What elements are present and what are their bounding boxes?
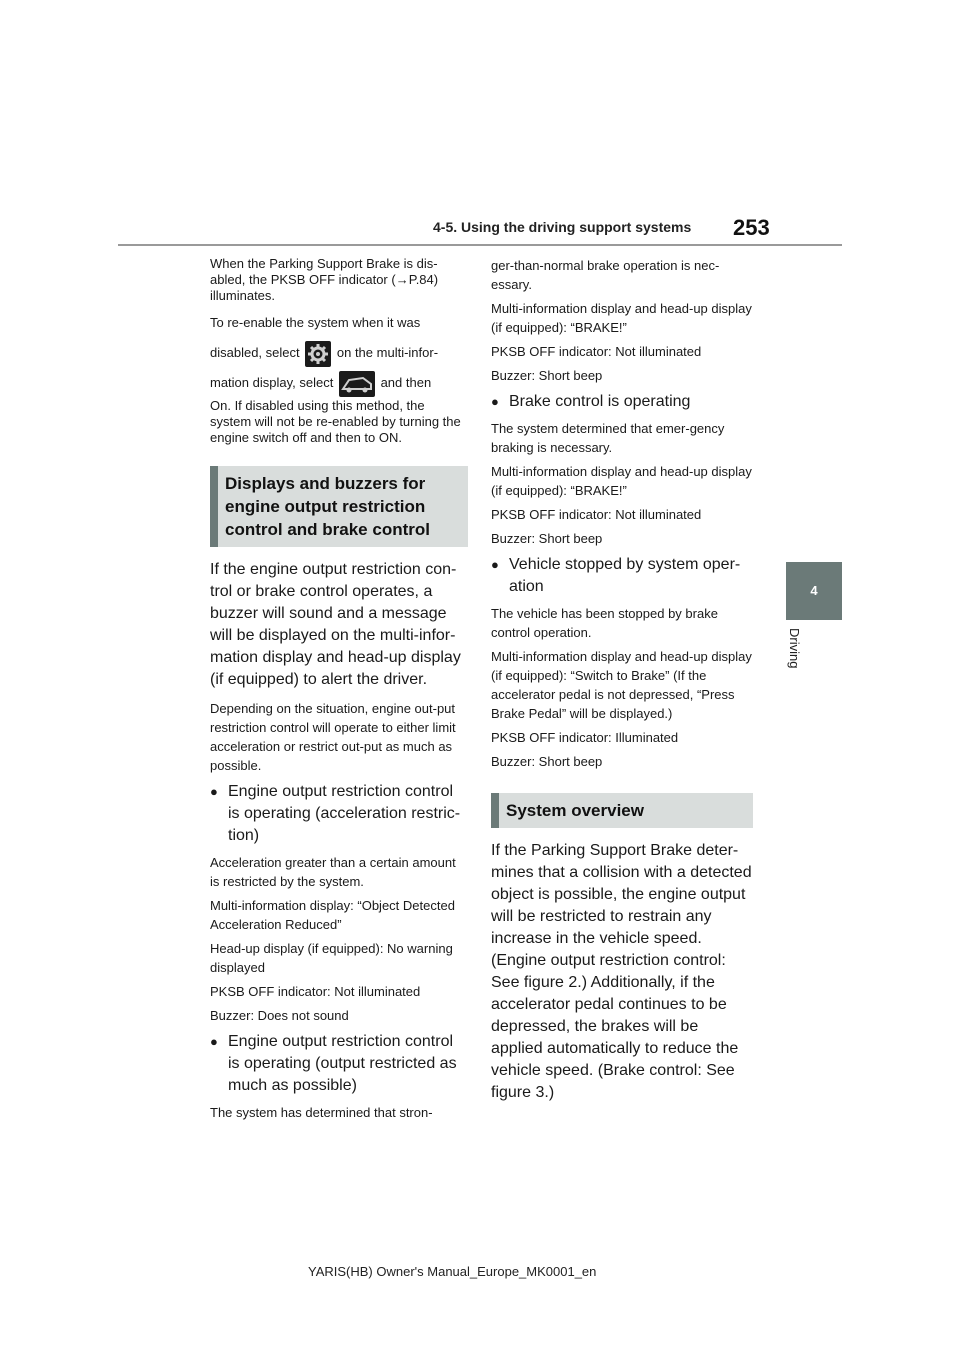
paragraph: The system determined that emer-gency braking is necessary.: [491, 421, 725, 455]
chapter-label-wrap: [786, 628, 806, 688]
paragraph: The vehicle has been stopped by brake control operation.: [491, 606, 718, 640]
paragraph: PKSB OFF indicator: Illuminated: [491, 730, 679, 745]
chapter-number: 4: [810, 583, 818, 598]
paragraph: Multi-information display: “Object Detected Acceleration Reduced”: [210, 898, 455, 932]
paragraph: If the Parking Support Brake deter-mines that a collision with a detected object is possible, the engine output will be restricted to restrain any increase in the vehicle speed. (Engine output restriction control: See figure 2.) Additionally, if the accelerator pedal continues to be depressed, the brakes will be applied automatically to reduce the vehicle speed. (Brake control: See figure 3.): [491, 842, 752, 1101]
section-heading-displays: Displays and buzzers for engine output restriction control and brake control: [210, 466, 468, 547]
gear-icon: [305, 341, 331, 367]
car-icon: [339, 371, 375, 397]
chapter-label: Driving: [787, 628, 802, 669]
paragraph: Depending on the situation, engine out-put restriction control will operate to either limit acceleration or restrict out-put as much as possible.: [210, 701, 456, 773]
paragraph: PKSB OFF indicator: Not illuminated: [210, 984, 421, 999]
paragraph: Buzzer: Short beep: [491, 754, 603, 769]
paragraph: Multi-information display and head-up display (if equipped): “BRAKE!”: [491, 464, 752, 498]
right-column: [491, 256, 753, 1112]
paragraph: Multi-information display and head-up display (if equipped): “Switch to Brake” (If the accelerator pedal is not depressed, “Press Brake Pedal” will be displayed.): [491, 649, 752, 721]
paragraph: ger-than-normal brake operation is nec-essary.: [491, 258, 720, 292]
paragraph: If the engine output restriction con-trol or brake control operates, a buzzer will sound and a message will be displayed on the multi-infor-mation display and head-up display (if equipped) to alert the driver.: [210, 561, 461, 688]
paragraph: Head-up display (if equipped): No warning displayed: [210, 941, 453, 975]
bullet-heading: ● Engine output restriction control is operating (output restricted as much as possible): [210, 1031, 468, 1097]
paragraph: To re-enable the system when it was disabled, select on the multi-infor-mation display, select and then: [210, 308, 468, 398]
page-number: 253: [733, 215, 770, 240]
paragraph: Buzzer: Short beep: [491, 531, 603, 546]
paragraph: Multi-information display and head-up display (if equipped): “BRAKE!”: [491, 301, 752, 335]
footer-text: YARIS(HB) Owner's Manual_Europe_MK0001_en: [308, 1264, 597, 1279]
paragraph: When the Parking Support Brake is dis-abled, the PKSB OFF indicator (→P.84) illuminates.: [210, 256, 439, 303]
paragraph: PKSB OFF indicator: Not illuminated: [491, 344, 702, 359]
paragraph: PKSB OFF indicator: Not illuminated: [491, 507, 702, 522]
paragraph: Buzzer: Does not sound: [210, 1008, 349, 1023]
bullet-heading: ● Engine output restriction control is operating (acceleration restric-tion): [210, 781, 468, 847]
paragraph: Buzzer: Short beep: [491, 368, 603, 383]
section-header: 4-5. Using the driving support systems: [433, 219, 692, 235]
paragraph: The system has determined that stron-: [210, 1105, 433, 1120]
header-divider: [118, 244, 842, 246]
left-column: [210, 256, 468, 1127]
section-heading-overview: System overview: [491, 793, 753, 828]
paragraph: On. If disabled using this method, the system will not be re-enabled by turning the engine switch off and then to ON.: [210, 398, 461, 445]
paragraph: Acceleration greater than a certain amount is restricted by the system.: [210, 855, 456, 889]
bullet-heading: ● Vehicle stopped by system oper-ation: [491, 554, 753, 598]
bullet-heading: ● Brake control is operating: [491, 391, 753, 413]
